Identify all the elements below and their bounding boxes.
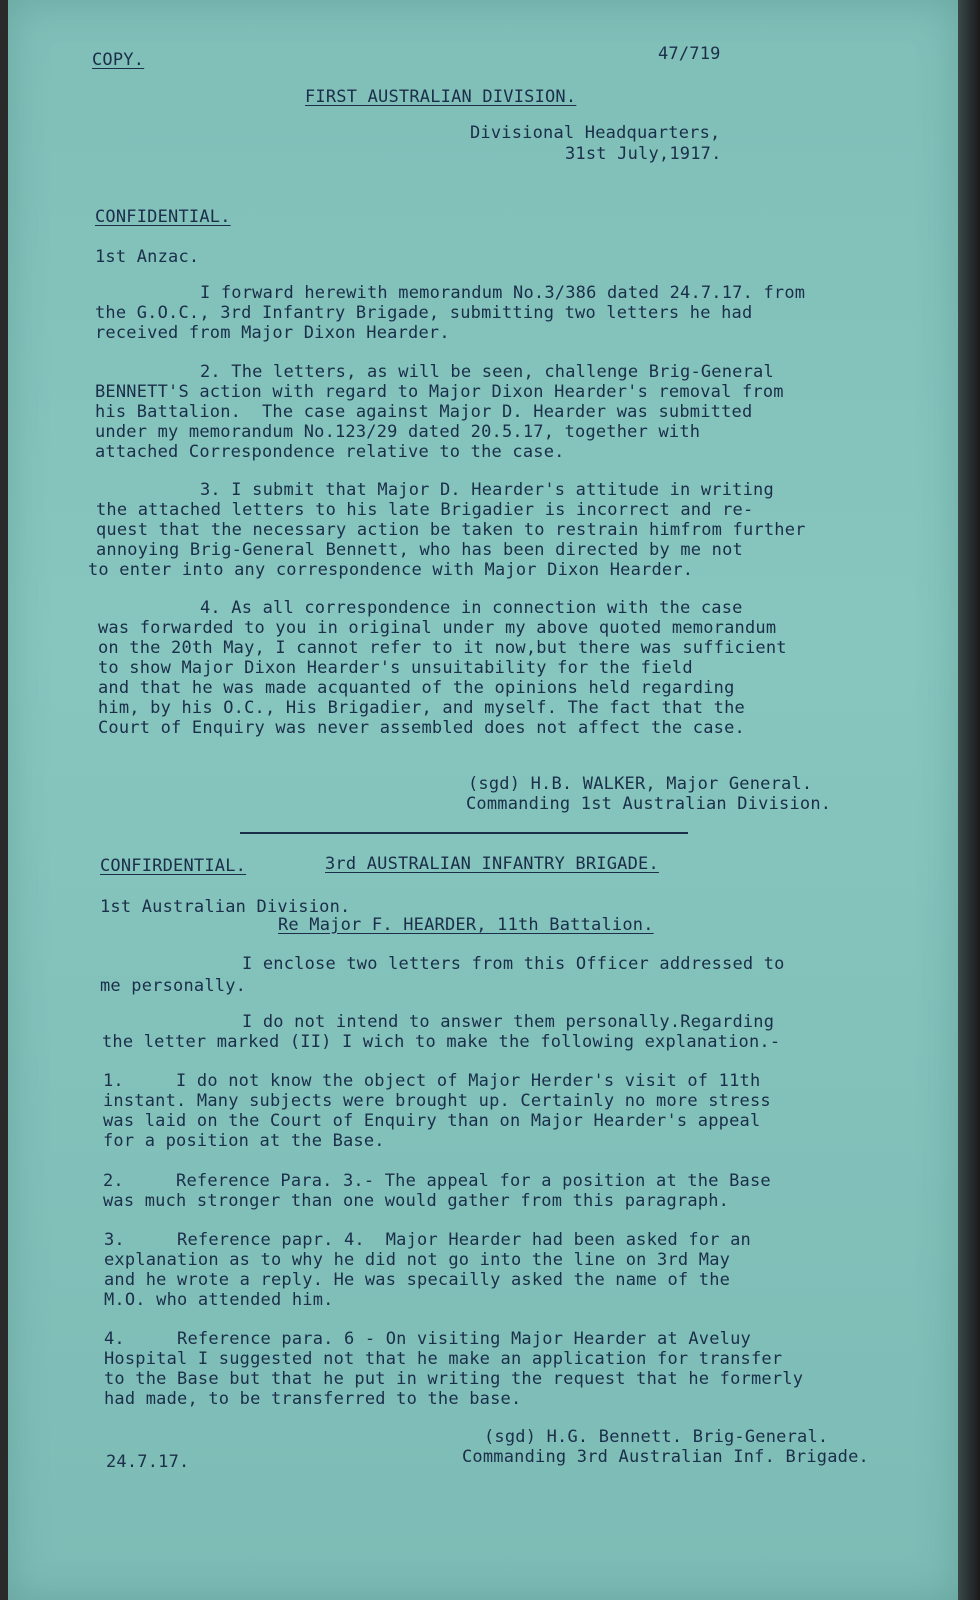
memo1-signature: (sgd) H.B. WALKER, Major General. <box>468 774 813 794</box>
memo2-date: 24.7.17. <box>106 1452 190 1472</box>
memo2-confidential: CONFIRDENTIAL. <box>100 856 247 876</box>
memo1-addressee: 1st Anzac. <box>95 247 200 267</box>
hq-date: 31st July,1917. <box>565 144 722 164</box>
scan-edge-left <box>0 0 8 1600</box>
section-divider <box>240 832 688 834</box>
reference-number: 47/719 <box>658 44 721 64</box>
memo1-confidential: CONFIDENTIAL. <box>95 207 231 227</box>
memo2-addressee: 1st Australian Division. <box>100 897 351 917</box>
memo2-subject: Re Major F. HEARDER, 11th Battalion. <box>278 915 654 935</box>
memo2-signature-title: Commanding 3rd Australian Inf. Brigade. <box>462 1447 869 1467</box>
memo2-signature: (sgd) H.G. Bennett. Brig-General. <box>484 1427 829 1447</box>
division-title: FIRST AUSTRALIAN DIVISION. <box>305 87 577 107</box>
scan-edge-right <box>958 0 980 1600</box>
copy-label: COPY. <box>92 50 145 70</box>
memo2-brigade-title: 3rd AUSTRALIAN INFANTRY BRIGADE. <box>325 854 659 874</box>
hq-line-1: Divisional Headquarters, <box>470 123 721 143</box>
memo1-signature-title: Commanding 1st Australian Division. <box>466 794 832 814</box>
